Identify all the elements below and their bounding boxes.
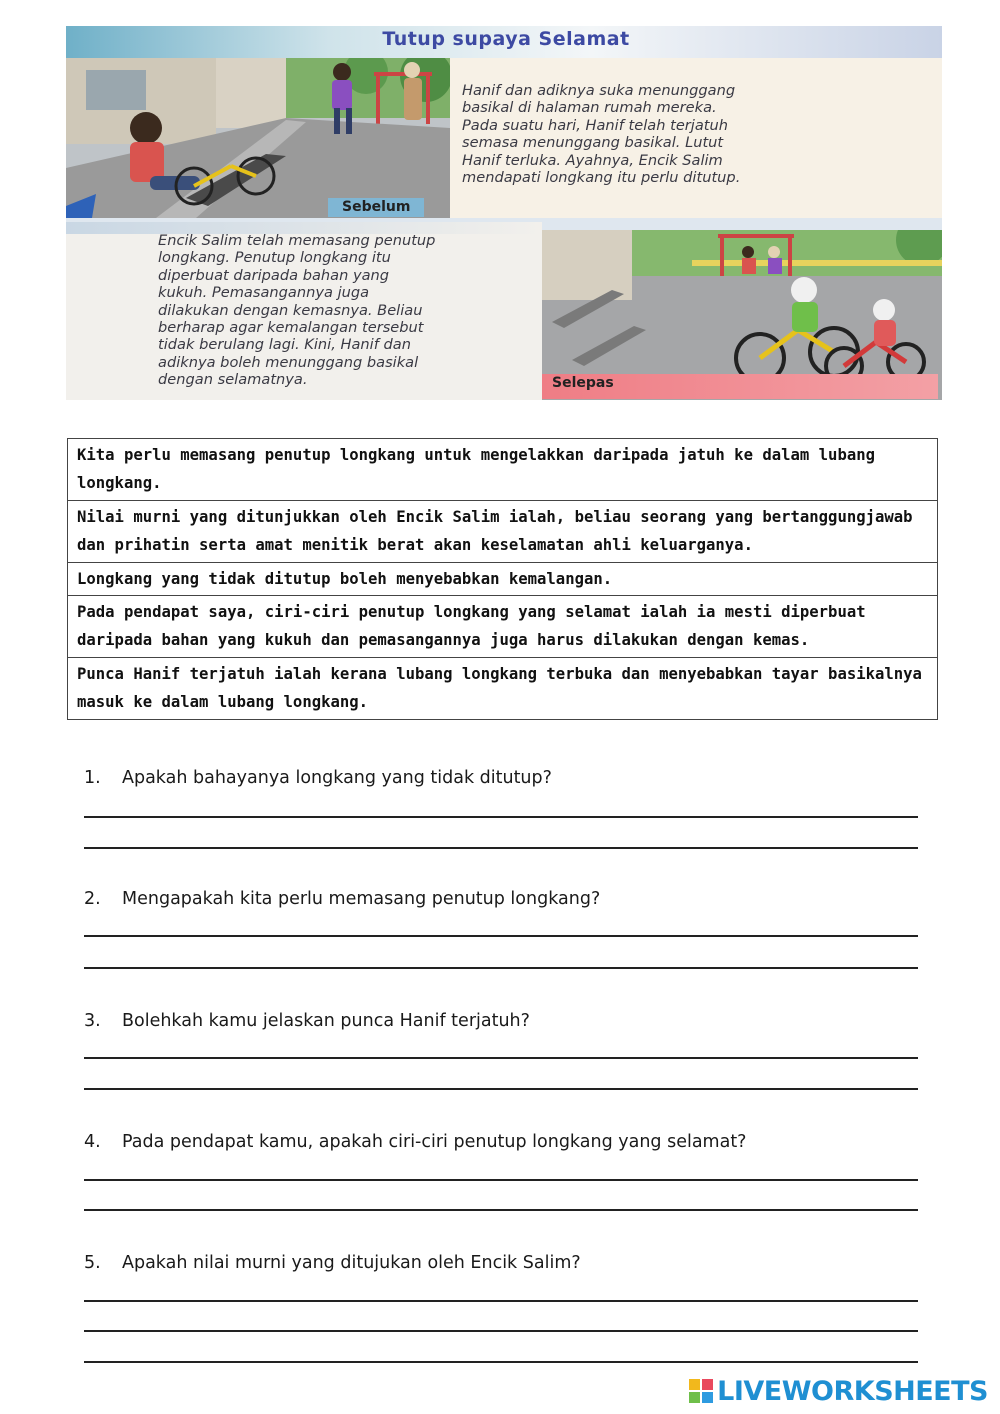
logo-text: LIVEWORKSHEETS [717, 1375, 988, 1407]
question-number: 3. [84, 1011, 101, 1031]
statement-cell[interactable]: Pada pendapat saya, ciri-ciri penutup longkang yang selamat ialah ia mesti diperbuat daripada bahan yang kukuh dan pemasangannya juga harus dilakukan dengan kemas. [68, 596, 938, 658]
answer-line[interactable] [84, 967, 918, 969]
statements-table [67, 438, 938, 720]
after-story-text: Encik Salim telah memasang penutup longkang. Penutup longkang itu diperbuat daripada bahan yang kukuh. Pemasangannya juga dilakukan dengan kemasnya. Beliau berharap agar kemalangan tersebut tidak berulang lagi. Kini, Hanif dan adiknya boleh menunggang basikal dengan selamatnya. [158, 232, 436, 389]
answer-line[interactable] [84, 1088, 918, 1090]
before-label: Sebelum [328, 198, 424, 217]
answer-line[interactable] [84, 1330, 918, 1332]
statement-cell[interactable]: Nilai murni yang ditunjukkan oleh Encik Salim ialah, beliau seorang yang bertanggungjawab dan prihatin serta amat menitik berat akan keselamatan ahli keluarganya. [68, 500, 938, 562]
after-label: Selepas [542, 374, 938, 399]
answer-line[interactable] [84, 847, 918, 849]
question-number: 1. [84, 768, 101, 788]
liveworksheets-logo-icon [689, 1379, 713, 1403]
story-title: Tutup supaya Selamat [382, 28, 630, 50]
table-row [68, 657, 938, 719]
question-text: Apakah bahayanya longkang yang tidak ditutup? [122, 768, 552, 788]
question-text: Mengapakah kita perlu memasang penutup longkang? [122, 889, 601, 909]
table-row [68, 439, 938, 501]
question-text: Apakah nilai murni yang ditujukan oleh Encik Salim? [122, 1253, 581, 1273]
answer-line[interactable] [84, 935, 918, 937]
answer-line[interactable] [84, 1361, 918, 1363]
answer-line[interactable] [84, 816, 918, 818]
liveworksheets-logo[interactable] [689, 1374, 988, 1408]
question-4 [84, 1129, 924, 1155]
answer-line[interactable] [84, 1209, 918, 1211]
table-row [68, 562, 938, 595]
answer-line[interactable] [84, 1057, 918, 1059]
answer-line[interactable] [84, 1179, 918, 1181]
statement-cell[interactable]: Punca Hanif terjatuh ialah kerana lubang longkang terbuka dan menyebabkan tayar basikalnya masuk ke dalam lubang longkang. [68, 657, 938, 719]
statement-cell[interactable]: Longkang yang tidak ditutup boleh menyebabkan kemalangan. [68, 562, 938, 595]
question-number: 4. [84, 1132, 101, 1152]
table-row [68, 500, 938, 562]
question-5 [84, 1250, 924, 1276]
question-3 [84, 1008, 924, 1034]
question-2 [84, 886, 924, 912]
story-banner [66, 26, 942, 400]
question-text: Bolehkah kamu jelaskan punca Hanif terjatuh? [122, 1011, 530, 1031]
before-story-text: Hanif dan adiknya suka menunggang basikal di halaman rumah mereka. Pada suatu hari, Hanif telah terjatuh semasa menunggang basikal. Lutut Hanif terluka. Ayahnya, Encik Salim mendapati longkang itu perlu ditutup. [462, 82, 741, 187]
answer-line[interactable] [84, 1300, 918, 1302]
question-number: 5. [84, 1253, 101, 1273]
before-illustration [66, 58, 450, 218]
statement-cell[interactable]: Kita perlu memasang penutup longkang untuk mengelakkan daripada jatuh ke dalam lubang longkang. [68, 439, 938, 501]
table-row [68, 596, 938, 658]
question-number: 2. [84, 889, 101, 909]
question-1 [84, 765, 924, 791]
question-text: Pada pendapat kamu, apakah ciri-ciri penutup longkang yang selamat? [122, 1132, 747, 1152]
